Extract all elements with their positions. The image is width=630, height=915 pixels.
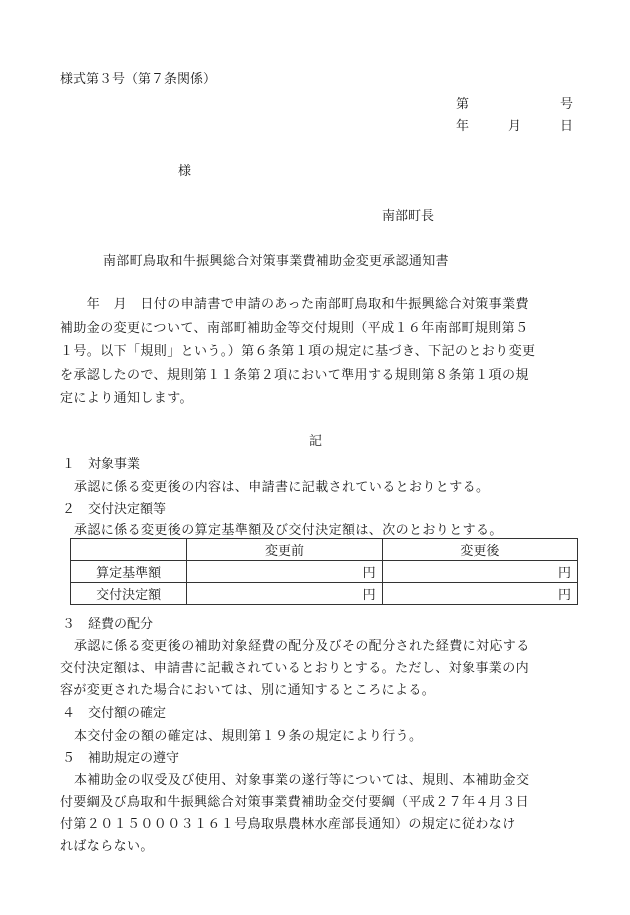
section-5-text: 本補助金の収受及び使用、対象事業の遂行等については、規則、本補助金交 bbox=[74, 773, 530, 788]
intro-paragraph bbox=[60, 293, 580, 411]
section-title: 経費の配分 bbox=[88, 617, 154, 632]
section-1-text: 承認に係る変更後の内容は、申請書に記載されているとおりとする。 bbox=[74, 480, 490, 495]
row-label: 交付決定額 bbox=[71, 583, 187, 605]
table-header-before: 変更前 bbox=[187, 539, 382, 561]
section-3-heading bbox=[62, 613, 153, 632]
row-label: 算定基準額 bbox=[71, 561, 187, 583]
intro-line: 補助金の変更について、南部町補助金等交付規則（平成１６年南部町規則第５ bbox=[60, 320, 529, 336]
cell-before: 円 bbox=[187, 583, 382, 605]
table-row bbox=[71, 561, 578, 583]
cell-after: 円 bbox=[382, 583, 577, 605]
section-number: ３ bbox=[62, 617, 76, 632]
number-suffix: 号 bbox=[560, 97, 574, 112]
intro-line: １号。以下「規則」という。）第６条第１項の規定に基づき、下記のとおり変更 bbox=[60, 344, 536, 359]
document-title: 南部町鳥取和牛振興総合対策事業費補助金変更承認通知書 bbox=[103, 254, 449, 269]
cell-after: 円 bbox=[382, 561, 577, 583]
addressee: 様 bbox=[178, 164, 192, 179]
intro-line: を承認したので、規則第１１条第２項において準用する規則第８条第１項の規 bbox=[60, 367, 529, 383]
section-2-heading bbox=[62, 498, 166, 517]
section-5-text: 付第２０１５０００３１６１号鳥取県農林水産部長通知）の規定に従わなけ bbox=[60, 817, 516, 832]
table-header-blank bbox=[71, 539, 187, 561]
section-4-heading bbox=[62, 702, 166, 721]
section-title: 補助規定の遵守 bbox=[88, 751, 180, 766]
sender: 南部町長 bbox=[382, 209, 435, 224]
section-5-text: 付要綱及び鳥取和牛振興総合対策事業費補助金交付要綱（平成２７年４月３日 bbox=[60, 795, 530, 810]
amount-table bbox=[70, 538, 578, 605]
section-title: 対象事業 bbox=[88, 457, 141, 472]
intro-line: 年 月 日付の申請書で申請のあった南部町鳥取和牛振興総合対策事業費 bbox=[60, 297, 529, 312]
date-year: 年 bbox=[456, 119, 470, 134]
intro-line: 定により通知します。 bbox=[60, 391, 193, 406]
section-4-text: 本交付金の額の確定は、規則第１９条の規定により行う。 bbox=[74, 729, 423, 744]
section-title: 交付額の確定 bbox=[88, 706, 167, 721]
section-5-text: ればならない。 bbox=[60, 839, 154, 854]
date-day: 日 bbox=[560, 119, 574, 134]
ki-mark: 記 bbox=[309, 434, 323, 449]
date-month: 月 bbox=[508, 119, 522, 134]
table-header-after: 変更後 bbox=[382, 539, 577, 561]
section-number: ４ bbox=[62, 706, 76, 721]
section-1-heading bbox=[62, 453, 140, 472]
form-label: 様式第３号（第７条関係） bbox=[60, 72, 217, 87]
section-number: ５ bbox=[62, 751, 76, 766]
table-row bbox=[71, 583, 578, 605]
section-number: １ bbox=[62, 457, 76, 472]
section-5-heading bbox=[62, 747, 179, 766]
number-prefix: 第 bbox=[456, 97, 470, 112]
section-2-text: 承認に係る変更後の算定基準額及び交付決定額は、次のとおりとする。 bbox=[74, 523, 503, 538]
table-header-row bbox=[71, 539, 578, 561]
cell-before: 円 bbox=[187, 561, 382, 583]
section-3-text: 交付決定額は、申請書に記載されているとおりとする。ただし、対象事業の内 bbox=[60, 661, 530, 676]
section-title: 交付決定額等 bbox=[88, 502, 167, 517]
section-number: ２ bbox=[62, 502, 76, 517]
section-3-text: 承認に係る変更後の補助対象経費の配分及びその配分された経費に対応する bbox=[74, 639, 530, 654]
section-3-text: 容が変更された場合においては、別に通知するところによる。 bbox=[60, 683, 436, 698]
